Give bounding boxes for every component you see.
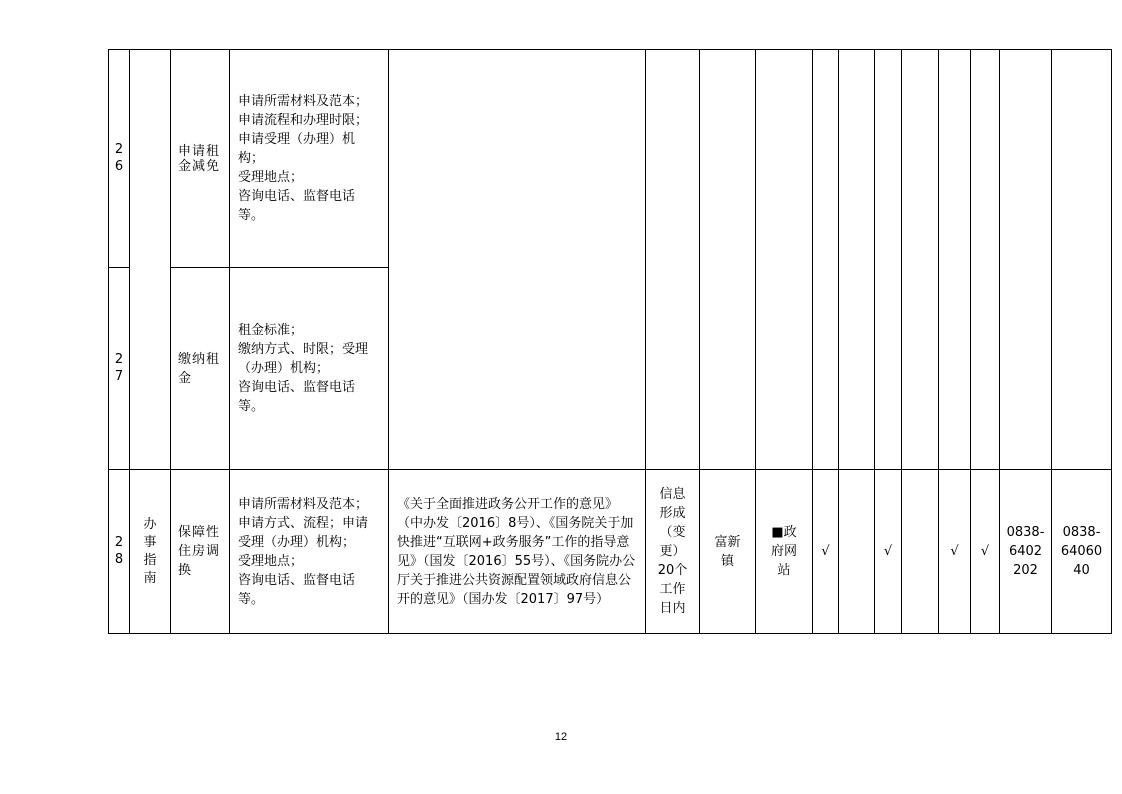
disclosure-content: 申请所需材料及范本； 申请流程和办理时限； 申请受理（办理）机构； 受理地点； 咨询电话、监督电话等。 bbox=[230, 50, 389, 268]
basis-cell-empty bbox=[389, 50, 646, 470]
mark-cell-empty bbox=[839, 50, 875, 470]
phone-cell-empty bbox=[1052, 50, 1112, 470]
subject-cell-empty bbox=[700, 50, 756, 470]
check-mark: √ bbox=[813, 470, 839, 634]
mark-cell-empty bbox=[971, 50, 1000, 470]
supervision-phone: 0838-6406040 bbox=[1052, 470, 1112, 634]
mark-cell-empty bbox=[939, 50, 971, 470]
item-name: 申请租金减免 bbox=[171, 50, 230, 268]
disclosure-content: 租金标准； 缴纳方式、时限；受理（办理）机构； 咨询电话、监督电话等。 bbox=[230, 268, 389, 470]
mark-cell-empty bbox=[813, 50, 839, 470]
mark-cell-empty bbox=[902, 50, 939, 470]
policy-disclosure-table bbox=[108, 49, 1112, 634]
table-row bbox=[109, 470, 1112, 634]
disclosure-basis: 《关于全面推进政务公开工作的意见》（中办发〔2016〕8号）、《国务院关于加快推进“互联网+政务服务”工作的指导意见》（国发〔2016〕55号）、《国务院办公厅关于推进公共资源配置领域政府信息公开的意见》（国办发〔2017〕97号） bbox=[389, 470, 646, 634]
contact-phone: 0838-6402202 bbox=[1000, 470, 1052, 634]
phone-cell-empty bbox=[1000, 50, 1052, 470]
page-number: 12 bbox=[554, 731, 568, 743]
row-index: 28 bbox=[109, 470, 130, 634]
disclosure-content: 申请所需材料及范本； 申请方式、流程；申请受理（办理）机构； 受理地点； 咨询电话、监督电话等。 bbox=[230, 470, 389, 634]
check-mark bbox=[902, 470, 939, 634]
check-mark: √ bbox=[875, 470, 902, 634]
time-limit-cell-empty bbox=[646, 50, 700, 470]
table-row bbox=[109, 50, 1112, 268]
disclosure-subject: 富新镇 bbox=[700, 470, 756, 634]
item-name: 保障性住房调换 bbox=[171, 470, 230, 634]
disclosure-channel: ■政府网站 bbox=[756, 470, 813, 634]
category-name: 办事指南 bbox=[130, 470, 171, 634]
category-cell-empty bbox=[130, 50, 171, 470]
mark-cell-empty bbox=[875, 50, 902, 470]
row-index: 27 bbox=[109, 268, 130, 470]
disclosure-time-limit: 信息形成（变更）20个工作日内 bbox=[646, 470, 700, 634]
item-name: 缴纳租金 bbox=[171, 268, 230, 470]
check-mark: √ bbox=[971, 470, 1000, 634]
check-mark bbox=[839, 470, 875, 634]
channel-cell-empty bbox=[756, 50, 813, 470]
row-index: 26 bbox=[109, 50, 130, 268]
check-mark: √ bbox=[939, 470, 971, 634]
